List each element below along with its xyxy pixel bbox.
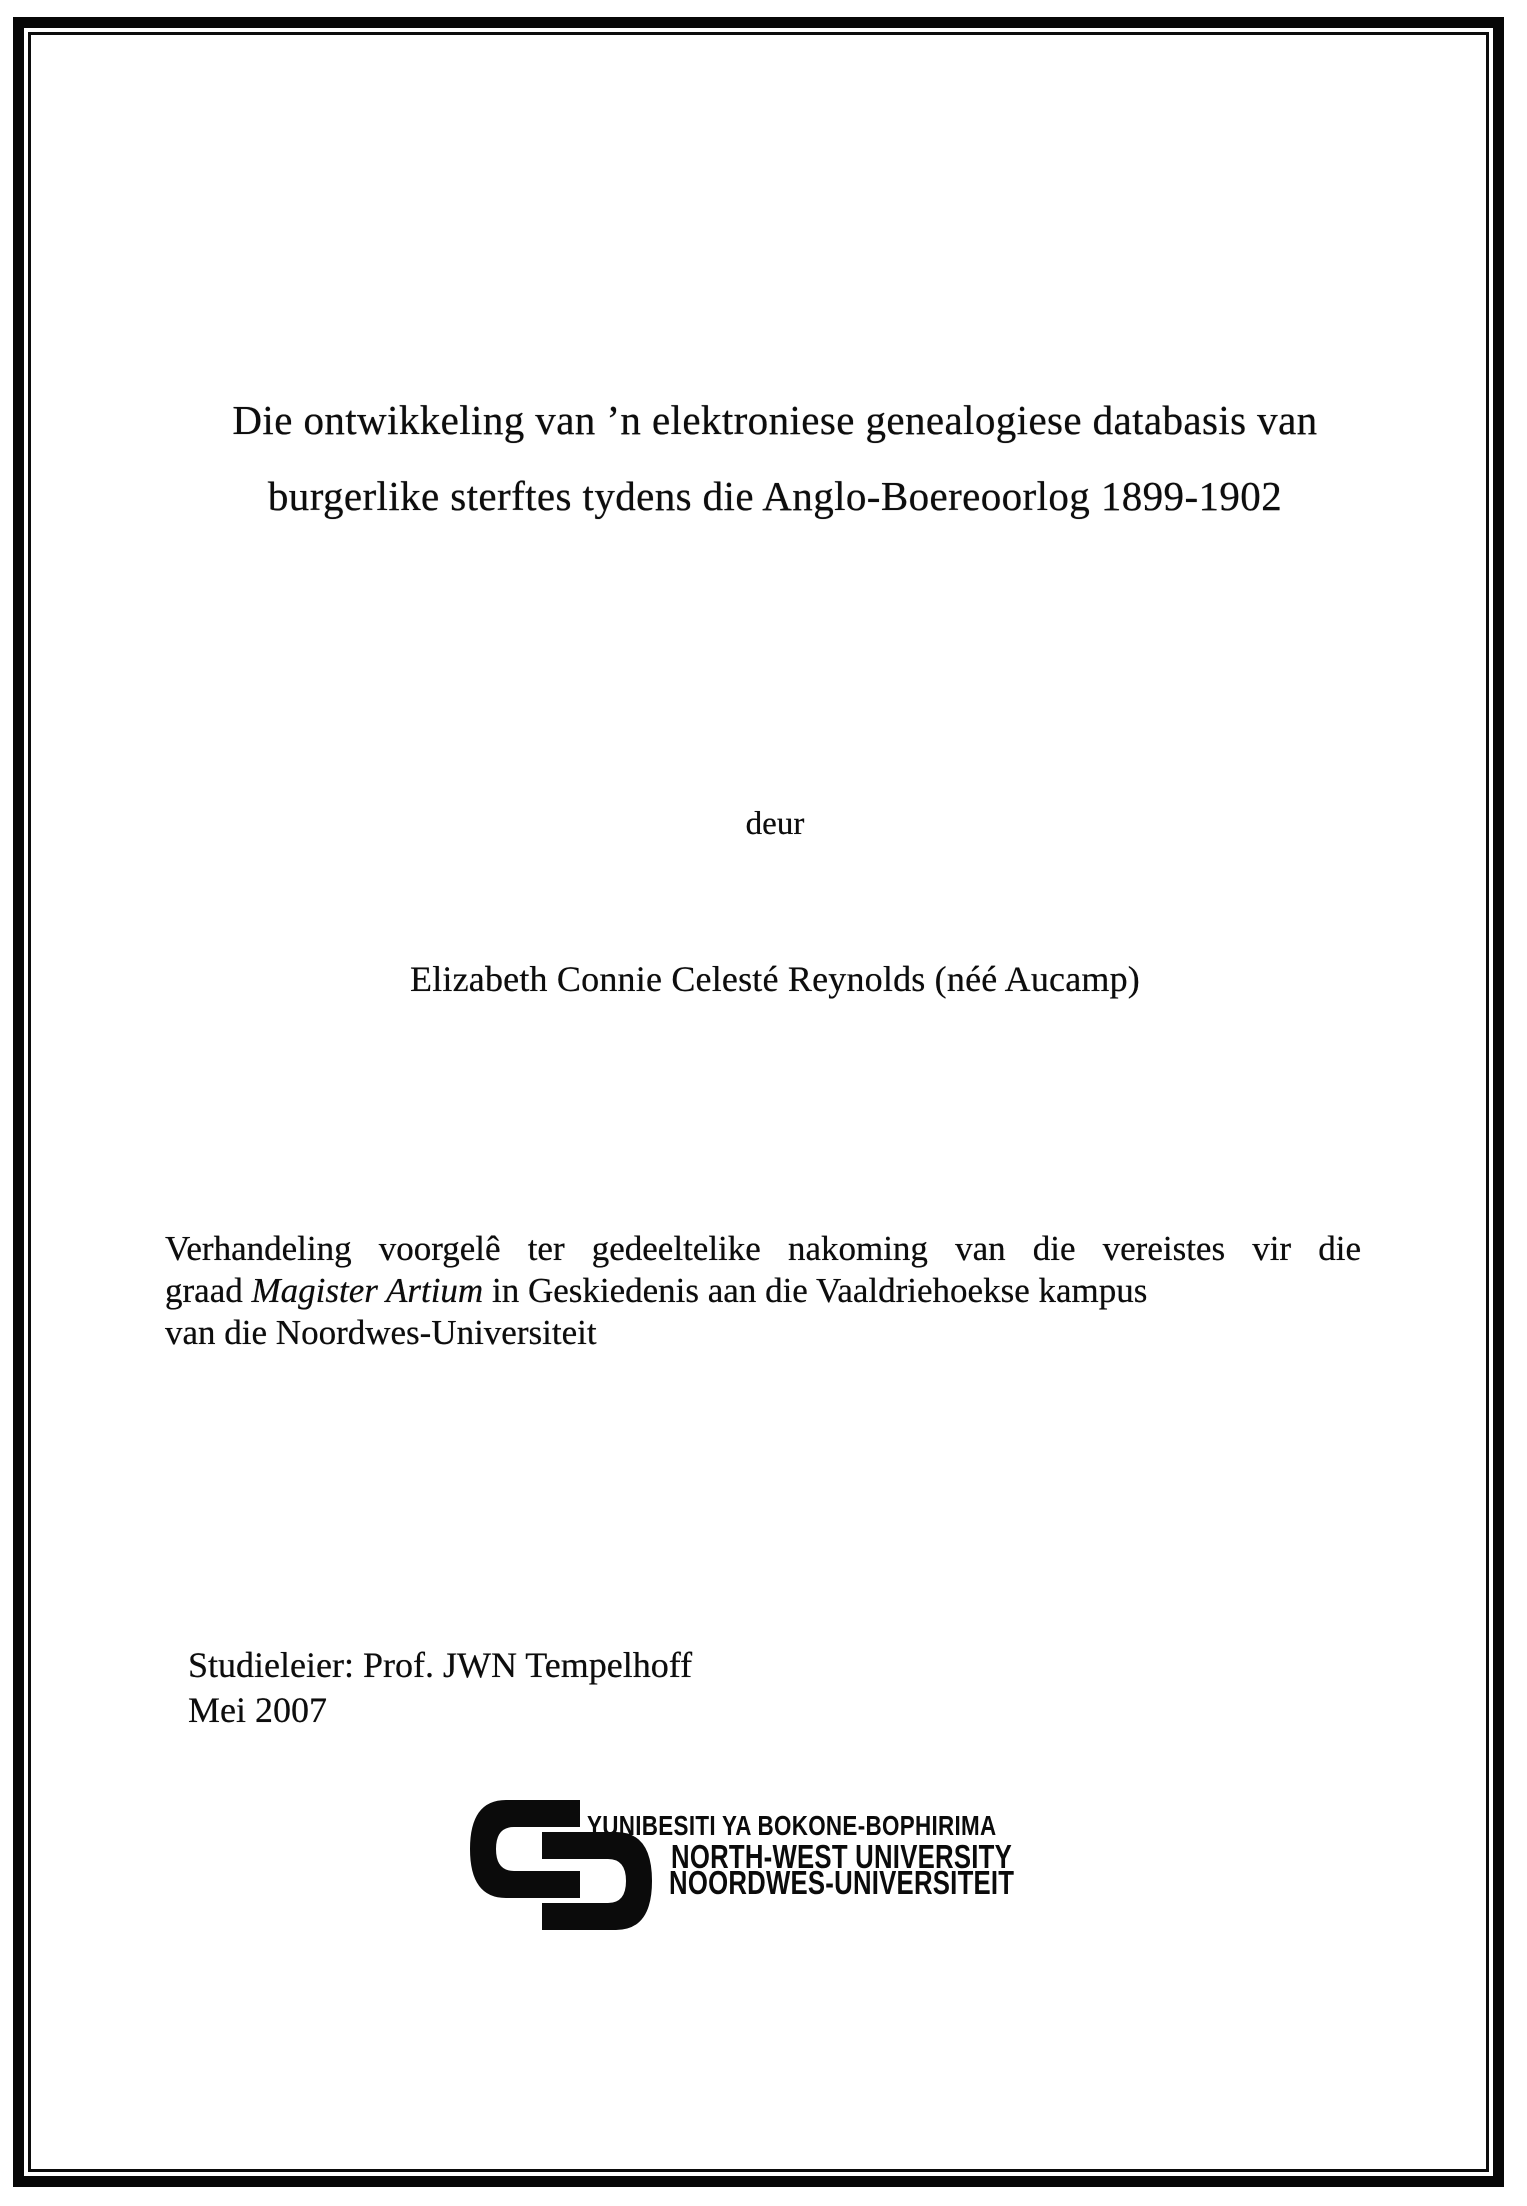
author-line (150, 958, 1400, 1000)
degree-statement-line2-suffix: in Geskiedenis aan die Vaaldriehoekse kampus (483, 1271, 1148, 1310)
byline (150, 806, 1400, 843)
university-name-setswana: YUNIBESITI YA BOKONE-BOPHIRIMA (587, 1810, 997, 1841)
degree-statement-line3: van die Noordwes-Universiteit (165, 1313, 597, 1352)
thesis-title-line1 (150, 396, 1400, 444)
thesis-title-line2 (150, 472, 1400, 520)
university-name-afrikaans: NOORDWES-UNIVERSITEIT (669, 1864, 1015, 1901)
title-text-line1: Die ontwikkeling van ’n elektroniese genealogiese databasis van (232, 397, 1318, 443)
degree-statement (165, 1228, 1361, 1354)
degree-statement-line1: Verhandeling voorgelê ter gedeeltelike nakoming van die vereistes vir die (165, 1229, 1361, 1268)
degree-statement-line2 (165, 1270, 1361, 1312)
byline-text: deur (745, 806, 805, 842)
author-name: Elizabeth Connie Celesté Reynolds (néé Aucamp) (410, 959, 1140, 999)
title-text-line2: burgerlike sterftes tydens die Anglo-Boereoorlog 1899-1902 (267, 473, 1283, 519)
degree-name-italic: Magister Artium (251, 1271, 484, 1310)
university-name-english: NORTH-WEST UNIVERSITY (671, 1838, 1012, 1875)
supervisor-line: Studieleier: Prof. JWN Tempelhoff (188, 1645, 693, 1685)
date-line: Mei 2007 (188, 1690, 327, 1730)
degree-statement-line2-prefix: graad (165, 1271, 252, 1310)
